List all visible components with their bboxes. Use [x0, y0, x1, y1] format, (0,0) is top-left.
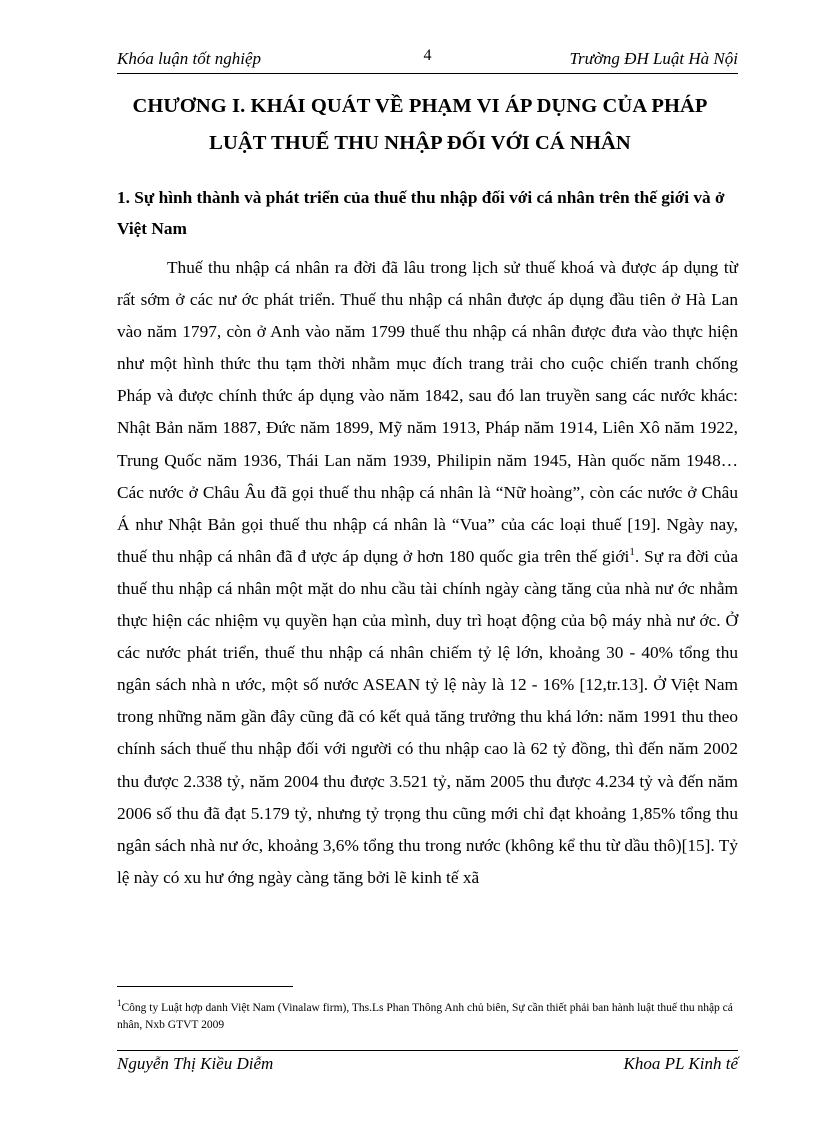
footer-faculty: Khoa PL Kinh tế — [623, 1054, 738, 1073]
header-thesis-label: Khóa luận tốt nghiệp — [117, 49, 262, 68]
footnote-separator — [117, 986, 293, 987]
footer-separator — [117, 1050, 738, 1051]
page-number: 4 — [423, 47, 432, 64]
body-text-part-2: . Sự ra đời của thuế thu nhập cá nhân một mặt do nhu cầu tài chính ngày càng tăng của nhà nư ớc nhằm thực hiện các nhiệm vụ quyền hạn của mình, duy trì hoạt động của bộ máy nhà nư ớc. Ở các nước phát triển, thuế thu nhập cá nhân chiếm tỷ lệ lớn, khoảng 30 - 40% tổng thu ngân sách nhà n ước, một số nước ASEAN tỷ lệ này là 12 - 16% [12,tr.13]. Ở Việt Nam trong những năm gần đây cũng đã có kết quả tăng trưởng thu khá lớn: năm 1991 thu theo chính sách thuế thu nhập đối với người có thu nhập cao là 62 tỷ đồng, thì đến năm 2002 thu được 2.338 tỷ, năm 2004 thu được 3.521 tỷ, năm 2005 thu được 4.234 tỷ và đến năm 2006 số thu đã đạt 5.179 tỷ, nhưng tỷ trọng thu cũng mới chỉ đạt khoảng 1,85% tổng thu ngân sách nhà nư ớc, khoảng 3,6% tổng thu trong nước (không kể thu từ dầu thô)[15]. Tỷ lệ này có xu hư ớng ngày càng tăng bởi lẽ kinh tế xã — [117, 546, 738, 887]
chapter-title-line-1: CHƯƠNG I. KHÁI QUÁT VỀ PHẠM VI ÁP DỤNG CỦA PHÁP — [132, 95, 708, 117]
page-footer — [117, 1054, 738, 1078]
footer-author: Nguyễn Thị Kiều Diễm — [117, 1054, 274, 1073]
footnote-text: Công ty Luật hợp danh Việt Nam (Vinalaw firm), Ths.Ls Phan Thông Anh chủ biên, Sự cần thiết phải ban hành luật thuế thu nhập cá nhân, Nxb GTVT 2009 — [117, 1001, 733, 1031]
footnote — [117, 995, 738, 1034]
header-university-label: Trường ĐH Luật Hà Nội — [569, 49, 738, 68]
section-heading: 1. Sự hình thành và phát triển của thuế thu nhập đối với cá nhân trên thế giới và ở Việt Nam — [117, 188, 725, 238]
footnote-reference[interactable]: 1 — [629, 546, 635, 559]
body-text-part-1: Thuế thu nhập cá nhân ra đời đã lâu trong lịch sử thuế khoá và được áp dụng từ rất sớm ở các nư ớc phát triển. Thuế thu nhập cá nhân được áp dụng đầu tiên ở Hà Lan vào năm 1797, còn ở Anh vào năm 1799 thuế thu nhập cá nhân được đưa vào thực hiện như một hình thức thu tạm thời nhằm mục đích trang trải cho cuộc chiến tranh chống Pháp và được chính thức áp dụng vào năm 1842, sau đó lan truyền sang các nước khác: Nhật Bản năm 1887, Đức năm 1899, Mỹ năm 1913, Pháp năm 1914, Liên Xô năm 1922, Trung Quốc năm 1936, Thái Lan năm 1939, Philipin năm 1945, Hàn quốc năm 1948…Các nước ở Châu Âu đã gọi thuế thu nhập cá nhân là “Nữ hoàng”, còn các nước ở Châu Á như Nhật Bản gọi thuế thu nhập cá nhân là “Vua” của các loại thuế [19]. Ngày nay, thuế thu nhập cá nhân đã đ ược áp dụng ở hơn 180 quốc gia trên thế giới — [117, 258, 738, 566]
footnote-number: 1 — [117, 998, 122, 1008]
page-header — [117, 47, 738, 74]
chapter-title-line-2: LUẬT THUẾ THU NHẬP ĐỐI VỚI CÁ NHÂN — [209, 132, 631, 154]
body-paragraph — [117, 252, 738, 894]
